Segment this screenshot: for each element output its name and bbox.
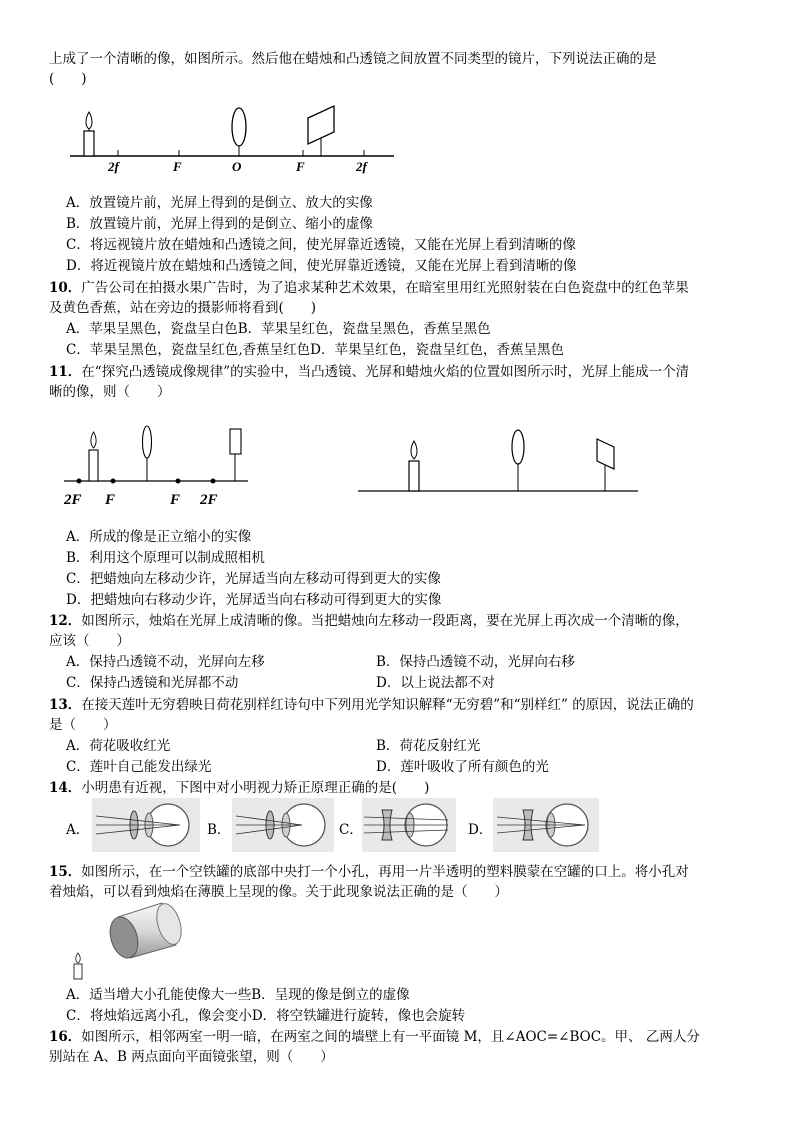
q16-stem-line1: 16．如图所示，相邻两室一明一暗，在两室之间的墙壁上有一平面镜 M，且∠AOC=∠BOC。甲、 乙两人分 <box>49 1029 700 1045</box>
q11-label-f-right: F <box>170 492 181 508</box>
q12-stem-line2: 应该（ ） <box>49 633 130 649</box>
q11-label-2f-right: 2F <box>200 492 218 508</box>
q14-option-c-eye-diagram <box>362 798 456 852</box>
q11-option-b: B．利用这个原理可以制成照相机 <box>66 550 265 566</box>
q15-options-ab: A．适当增大小孔能使像大一些B．呈现的像是倒立的虚像 <box>66 987 410 1003</box>
q16-stem-line2: 别站在 A、B 两点面向平面镜张望，则（ ） <box>49 1049 334 1065</box>
q13-option-a: A．荷花吸收红光 <box>66 738 171 754</box>
q14-option-a-eye-diagram <box>92 798 200 852</box>
q15-stem-line2: 着烛焰，可以看到烛焰在薄膜上呈现的像。关于此现象说法正确的是（ ） <box>49 884 508 900</box>
q13-stem-line1: 13．在接天莲叶无穷碧映日荷花别样红诗句中下列用光学知识解释“无穷碧”和“别样红” 的原因，说法正确的 <box>49 697 694 713</box>
q9-stem-line1: 上成了一个清晰的像，如图所示。然后他在蜡烛和凸透镜之间放置不同类型的镜片，下列说法正确的是 <box>49 51 657 67</box>
q13-stem-line2: 是（ ） <box>49 717 117 733</box>
q14-option-d-eye-diagram <box>493 798 599 852</box>
q9-option-c: C．将远视镜片放在蜡烛和凸透镜之间，使光屏靠近透镜，又能在光屏上看到清晰的像 <box>66 237 576 253</box>
q14-option-a-label: A． <box>66 822 90 838</box>
q9-option-d: D．将近视镜片放在蜡烛和凸透镜之间，使光屏靠近透镜，又能在光屏上看到清晰的像 <box>66 258 577 274</box>
q10-options-ab: A．苹果呈黑色，瓷盘呈白色B．苹果呈红色，瓷盘呈黑色，香蕉呈黑色 <box>66 321 491 337</box>
q11-stem-line1: 11．在“探究凸透镜成像规律”的实验中，当凸透镜、光屏和蜡烛火焰的位置如图所示时，光屏上能成一个清 <box>49 364 690 380</box>
q11-option-a: A．所成的像是正立缩小的实像 <box>66 529 252 545</box>
q14-option-c-label: C． <box>339 822 363 838</box>
q9-label-f-right: F <box>296 159 305 174</box>
q11-lens-diagram-right <box>356 425 641 495</box>
q9-label-f-left: F <box>173 159 182 174</box>
q9-lens-diagram <box>66 98 406 178</box>
q15-stem-line1: 15．如图所示，在一个空铁罐的底部中央打一个小孔，再用一片半透明的塑料膜蒙在空罐的口上。将小孔对 <box>49 864 689 880</box>
q11-option-d: D．把蜡烛向右移动少许，光屏适当向右移动可得到更大的实像 <box>66 592 442 608</box>
q11-label-2f-left: 2F <box>64 492 82 508</box>
q12-stem-line1: 12．如图所示，烛焰在光屏上成清晰的像。当把蜡烛向左移动一段距离，要在光屏上再次成一个清晰的像， <box>49 613 689 629</box>
q11-lens-diagram-left <box>62 420 252 510</box>
q13-option-d: D．莲叶吸收了所有颜色的光 <box>376 759 549 775</box>
q9-stem-line2: ( ) <box>49 71 87 87</box>
q11-option-c: C．把蜡烛向左移动少许，光屏适当向左移动可得到更大的实像 <box>66 571 441 587</box>
q10-stem-line2: 及黄色香蕉，站在旁边的摄影师将看到( ) <box>49 300 317 316</box>
q13-option-b: B．荷花反射红光 <box>376 738 481 754</box>
q9-label-2f-left: 2f <box>108 159 119 174</box>
q12-option-b: B．保持凸透镜不动，光屏向右移 <box>376 654 575 670</box>
q13-option-c: C．莲叶自己能发出绿光 <box>66 759 212 775</box>
q14-stem-line1: 14．小明患有近视，下图中对小明视力矫正原理正确的是( ) <box>49 780 430 796</box>
q14-option-b-eye-diagram <box>232 798 334 852</box>
q14-option-b-label: B． <box>207 822 231 838</box>
q15-pinhole-can-diagram <box>64 900 184 982</box>
q9-option-a: A．放置镜片前，光屏上得到的是倒立、放大的实像 <box>66 195 373 211</box>
q9-label-o: O <box>232 159 242 174</box>
q14-option-d-label: D． <box>468 822 493 838</box>
q11-label-f-left: F <box>105 492 116 508</box>
q9-option-b: B．放置镜片前，光屏上得到的是倒立、缩小的虚像 <box>66 216 373 232</box>
q10-stem-line1: 10．广告公司在拍摄水果广告时，为了追求某种艺术效果，在暗室里用红光照射装在白色瓷盘中的红色苹果 <box>49 280 689 296</box>
q10-options-cd: C．苹果呈黑色，瓷盘呈红色,香蕉呈红色D．苹果呈红色，瓷盘呈红色，香蕉呈黑色 <box>66 342 564 358</box>
q9-label-2f-right: 2f <box>356 159 367 174</box>
q11-stem-line2: 晰的像，则（ ） <box>49 384 171 400</box>
q15-options-cd: C．将烛焰远离小孔，像会变小D．将空铁罐进行旋转，像也会旋转 <box>66 1008 466 1024</box>
q12-option-a: A．保持凸透镜不动，光屏向左移 <box>66 654 265 670</box>
q12-option-d: D．以上说法都不对 <box>376 675 495 691</box>
q12-option-c: C．保持凸透镜和光屏都不动 <box>66 675 239 691</box>
